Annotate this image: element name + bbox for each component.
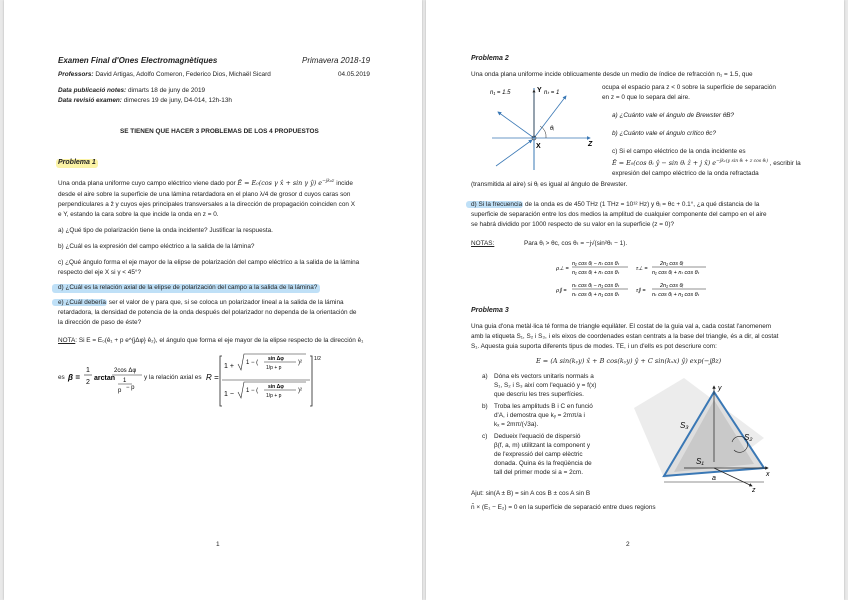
question-2d-highlight: d) Si la frecuencia <box>466 201 523 208</box>
nota-label: NOTA <box>58 337 76 344</box>
axial-ratio-formula <box>206 350 326 410</box>
question-2d-line-2: superficie de separación entre los dos medios la amplitud de cualquier componente del campo en el aire <box>471 211 767 218</box>
svg-text:)²: )² <box>298 388 302 394</box>
p1-intro-line-1 <box>58 178 353 189</box>
svg-text:n₁ cos θᵢ − nₜ cos θₜ: n₁ cos θᵢ − nₜ cos θₜ <box>572 261 620 267</box>
p1-intro-a: Una onda plana uniforme cuyo campo eléctrico viene dado por <box>58 180 236 188</box>
svg-text:nₜ cos θᵢ + n₁ cos θₜ: nₜ cos θᵢ + n₁ cos θₜ <box>572 292 620 298</box>
publication-line <box>58 87 205 96</box>
p1-intro-b: incide <box>336 180 353 188</box>
n1-label: n₁ = 1.5 <box>490 90 511 96</box>
question-2c-line-1: c) Si el campo eléctrico de la onda incidente es <box>612 148 746 155</box>
svg-text:1 +: 1 + <box>224 363 234 370</box>
q2-c-tail: , escribir la <box>769 160 801 168</box>
exam-date: 04.05.2019 <box>338 71 370 78</box>
p3-line-1: Una guia d'ona metàl·lica té forma de triangle equilàter. El costat de la guia val a, cada costat l'anomenem <box>471 323 772 330</box>
svg-text:1 − (: 1 − ( <box>246 388 259 394</box>
professors-names: David Artigas, Adolfo Comeron, Federico Dios, Michaël Sicard <box>95 71 271 78</box>
fig-z-label: z <box>752 487 756 493</box>
svg-text:ρ∥ =: ρ∥ = <box>556 288 567 294</box>
svg-text:sin Δφ: sin Δφ <box>268 384 284 390</box>
p3-question-a-line-1: Dóna els vectors unitaris normals a <box>494 373 594 380</box>
question-2c-line-3: expresión del campo eléctrico de la onda refractada <box>612 170 759 177</box>
exam-title: Examen Final d'Ones Electromagnètiques <box>58 56 218 65</box>
question-1e-line-2: retardadora, la densidad de potencia de la onda después del polarizador no dependa de la orientación de <box>58 309 357 316</box>
fig-s2-label: S₂ <box>744 433 753 442</box>
incident-ray <box>496 140 532 166</box>
svg-text:p: p <box>118 388 122 394</box>
question-2d-rest: de la onda es de 450 THz (1 THz = 10¹² Hz) y θᵢ = θc + 0.1°, ¿a qué distancia de la <box>524 201 760 208</box>
triangular-waveguide-figure <box>624 378 774 493</box>
notas-label: NOTAS: <box>471 240 495 247</box>
svg-text:2n₁ cos θᵢ: 2n₁ cos θᵢ <box>660 261 684 267</box>
exam-term: Primavera 2018-19 <box>302 56 371 65</box>
svg-text:− p: − p <box>126 385 135 391</box>
svg-text:2cos Δφ: 2cos Δφ <box>114 368 137 374</box>
p1-intro-line-4: e Y, estando la cara sobre la que incide la onda en z = 0. <box>58 211 219 218</box>
p3-question-b-line-2: d'A, i demostra que kᵧ = 2mπ/a i <box>494 412 585 419</box>
professors-line <box>58 71 271 80</box>
svg-text:nₜ cos θᵢ − n₁ cos θₜ: nₜ cos θᵢ − n₁ cos θₜ <box>572 283 620 289</box>
review-value: dimecres 19 de juny, D4-014, 12h-13h <box>123 97 232 104</box>
p3-questions <box>482 373 632 481</box>
svg-text:1/p + p: 1/p + p <box>266 393 282 399</box>
svg-text:2n₁ cos θᵢ: 2n₁ cos θᵢ <box>660 283 684 289</box>
svg-text:n₁ cos θᵢ + nₜ cos θₜ: n₁ cos θᵢ + nₜ cos θₜ <box>572 270 620 276</box>
p3-question-a-marker: a) <box>482 373 488 380</box>
p3-question-a <box>482 373 632 403</box>
page-number-1: 1 <box>216 541 220 548</box>
p3-question-c-line-5: tall del primer mode si a = 2cm. <box>494 469 583 476</box>
svg-text:R =: R = <box>206 373 219 382</box>
theta-label: θᵢ <box>550 126 555 132</box>
svg-text:arctan: arctan <box>94 375 116 382</box>
svg-text:1: 1 <box>123 378 127 384</box>
p3-question-c-marker: c) <box>482 433 488 440</box>
page-1 <box>4 0 422 600</box>
problem-3-title: Problema 3 <box>471 307 509 314</box>
problem-1-title: Problema 1 <box>58 159 96 166</box>
svg-text:1/2: 1/2 <box>314 356 321 362</box>
publication-value: dimarts 18 de juny de 2019 <box>127 87 206 94</box>
question-1e-highlight: e) ¿Cuál debería <box>52 299 107 306</box>
nota-line <box>58 337 363 346</box>
p1-intro-line-2: desde el aire sobre la superficie de una lámina retardadora en el plano λ/4 de grosor d cuyos caras son <box>58 191 351 198</box>
question-1b: b) ¿Cuál es la expresión del campo eléctrico a la salida de la lámina? <box>58 243 255 250</box>
svg-text:τ∥ =: τ∥ = <box>636 288 646 294</box>
question-1c-line-2: respecto del eje X si γ < 45°? <box>58 269 142 276</box>
publication-label: Data publicació notes: <box>58 87 127 94</box>
svg-text:sin Δφ: sin Δφ <box>268 356 284 362</box>
angle-formula <box>66 356 146 402</box>
p3-question-a-line-2: S₁, S₂ i S₃ així com l'equació y = f(x) <box>494 382 597 389</box>
p3-ajut: Ajut: sin(A ± B) = sin A cos B ± cos A sin B <box>471 490 591 497</box>
p3-boundary-condition: n̂ × (E₁ − E₂) = 0 en la superfície de separació entre dues regions <box>471 504 656 511</box>
p2-intro-line-3: en z = 0 que lo separa del aire. <box>602 94 690 101</box>
problem-2-title: Problema 2 <box>471 55 509 62</box>
p3-line-3: S₁. Aquesta guia suporta diferents tipus de modes. TE, i un d'ells es pot descriure com: <box>471 343 717 350</box>
p3-question-b-line-1: Troba les amplituds B i C en funció <box>494 403 593 410</box>
svg-text:nₜ cos θᵢ + n₁ cos θₜ: nₜ cos θᵢ + n₁ cos θₜ <box>652 292 700 298</box>
page-number-2: 2 <box>626 541 630 548</box>
svg-text:ρ⊥ =: ρ⊥ = <box>556 266 569 272</box>
incidence-diagram <box>488 82 598 178</box>
svg-text:1: 1 <box>86 367 90 374</box>
p1-intro-line-3: perpendiculares a ẑ y cuyos ejes principales transversales a la dirección de propagación coinciden con X <box>58 201 355 208</box>
page-2 <box>426 0 844 600</box>
q2-field-formula: Ē = E₀(cos θᵢ ŷ − sin θᵢ ẑ + j x̂) $e^{-jk_1(y sin \theta ᵢ + z cos \theta ᵢ)}$ <box>612 159 768 168</box>
p3-question-b <box>482 403 632 433</box>
p3-question-c-line-2: β(f, a, m) utilitzant la component y <box>494 442 591 449</box>
p3-question-c-line-1: Dedueix l'equació de dispersió <box>494 433 581 440</box>
p3-mode-formula: E = (A sin(kᵧy) x̂ + B cos(kᵧy) ŷ + C sin(kₓx) ŷ) exp(−jβz) <box>536 357 722 365</box>
p3-question-b-line-3: kₓ = 2mπ/(√3a). <box>494 421 539 428</box>
nota-text: : Si E = E₀(ê₁ + p e^{jΔφ} ê₂), el ángulo que forma el eje mayor de la elipse respecto de la dirección ê₁ <box>75 337 364 344</box>
question-2c-line-4: (transmitida al aire) si θᵢ es igual al ángulo de Brewster. <box>471 181 628 188</box>
question-1a: a) ¿Qué tipo de polarización tiene la onda incidente? Justificar la respuesta. <box>58 227 273 234</box>
svg-text:1 −: 1 − <box>224 391 234 398</box>
review-line <box>58 97 232 106</box>
question-1e-line-1 <box>58 299 344 308</box>
formula-mid: y la relación axial es <box>144 374 202 381</box>
question-2d-line-3: se habrá dividido por 1000 respecto de su valor en la superficie (z = 0)? <box>471 221 675 228</box>
question-1e-line-3: la dirección de paso de éste? <box>58 319 142 326</box>
n2-label: nₜ = 1 <box>544 90 560 96</box>
fig-x-label: x <box>766 471 770 478</box>
question-2a: a) ¿Cuánto vale el ángulo de Brewster θB? <box>612 112 735 119</box>
y-axis-label: Y <box>537 87 542 94</box>
fig-a-label: a <box>712 475 716 482</box>
svg-text:n₁ cos θᵢ + nₜ cos θₜ: n₁ cos θᵢ + nₜ cos θₜ <box>652 270 700 276</box>
p3-question-c-line-3: de l'expressió del camp elèctric <box>494 451 583 458</box>
instruction-heading: SE TIENEN QUE HACER 3 PROBLEMAS DE LOS 4 PROPUESTOS <box>120 128 319 135</box>
question-2d-line-1 <box>471 201 759 210</box>
svg-text:β =: β = <box>68 373 80 382</box>
notas-line <box>471 240 494 249</box>
question-1e-rest: ser el valor de γ para que, si se coloca un polarizador lineal a la salida de la lámina <box>108 299 344 306</box>
notas-text: Para θᵢ > θc, cos θₜ = −j√(sin²θₜ − 1). <box>524 240 628 247</box>
z-axis-label: Z <box>588 141 593 148</box>
svg-text:τ⊥ =: τ⊥ = <box>636 266 648 272</box>
svg-text:1 − (: 1 − ( <box>246 360 259 366</box>
x-axis-label: X <box>536 143 541 150</box>
question-2b: b) ¿Cuánto vale el ángulo crítico θc? <box>612 130 716 137</box>
p2-intro-line-1: Una onda plana uniforme incide oblicuamente desde un medio de índice de refracción n₁ = 1.5, que <box>471 71 753 78</box>
formula-prefix: es <box>58 374 65 381</box>
question-2c-line-2 <box>612 158 801 169</box>
svg-text:)²: )² <box>298 360 302 366</box>
reflected-ray <box>498 112 534 138</box>
professors-label: Professors: <box>58 71 94 78</box>
fig-y-label: y <box>718 385 722 392</box>
p3-question-b-marker: b) <box>482 403 488 410</box>
fig-s1-label: S₁ <box>696 457 704 466</box>
p3-question-c <box>482 433 632 481</box>
question-1d: d) ¿Cuál es la relación axial de la elipse de polarización del campo a la salida de la lámina? <box>52 284 320 293</box>
p3-question-c-line-4: donada. Quina és la freqüència de <box>494 460 592 467</box>
p3-question-a-line-3: que descriu les tres superfícies. <box>494 391 584 398</box>
question-1c-line-1: c) ¿Qué ángulo forma el eje mayor de la elipse de polarización del campo eléctrico a la salida de la lámina <box>58 259 360 266</box>
p1-field-formula: Ē = E₀(cos γ x̂ + sin γ ŷ) $e^{-jk_0z}$ <box>237 179 335 188</box>
p3-line-2: amb la etiqueta S₁, S₂ i S₃, i els eixos de coordenades estan centrats a la base del triangle, és a dir, al costat <box>471 333 779 340</box>
fresnel-formulas <box>556 256 746 306</box>
review-label: Data revisió examen: <box>58 97 122 104</box>
svg-text:2: 2 <box>86 379 90 386</box>
p2-intro-line-2: ocupa el espacio para z < 0 sobre la superficie de separación <box>602 84 776 91</box>
fig-s3-label: S₃ <box>680 421 689 430</box>
svg-text:1/p + p: 1/p + p <box>266 365 282 371</box>
